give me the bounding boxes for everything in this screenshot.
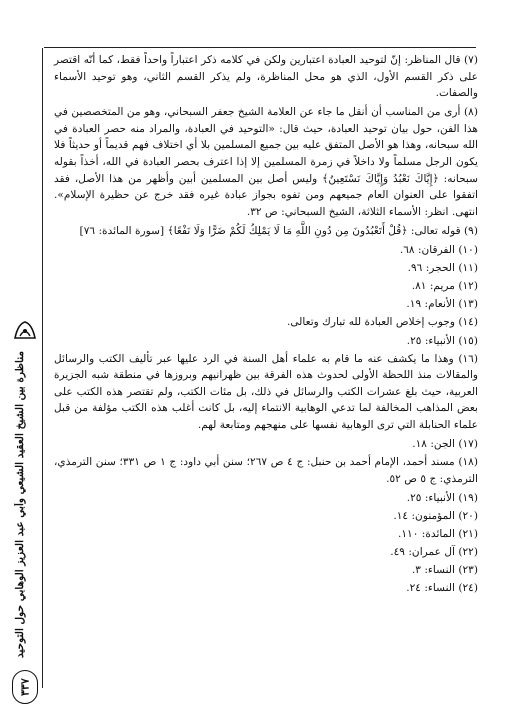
footnote-n20: (٢٠) المؤمنون: ١٤. — [393, 509, 478, 522]
footnote-n13: (١٣) الأنعام: ١٩. — [406, 298, 478, 311]
footnote-n21: (٢١) المائدة: ١١٠. — [397, 528, 478, 541]
footnote-n15: (١٥) الأنبياء: ٢٥. — [406, 334, 478, 347]
margin-rule — [42, 48, 43, 688]
footnote-n8: (٨) أرى من المناسب أن أنقل ما جاء عن العلامة الشيخ جعفر السبحاني، وهو من المتخصصين في هذا الفن، حول بيان توحيد العبادة، حيث قال: «التوحيد في العبادة، والمراد منه حصر العبادة في الله سبحانه، وهذا هو الأصل المتفق عليه بين جميع المسلمين بلا أي اختلاف فهم قديماً أو حديثاً فلا يكون الرجل مسلماً ولا داخلاً في زمرة المسلمين إلا إذا اعترف بحصر العبادة في الله، أخذاً بقوله سبحانه: ﴿إِيَّاكَ نَعْبُدُ وَإِيَّاكَ نَسْتَعِينُ﴾ وليس أصل بين المسلمين أبين وأظهر من هذا الأصل، فقد اتفقوا على العنوان العام جميعهم ومن تفوه بجواز عبادة غيره فقد خرج عن حظيرة الإسلام». انتهى. انظر: الأسماء الثلاثة، الشيخ السبحاني: ص ٣٢. — [54, 106, 478, 218]
footnote-n23: (٢٣) النساء: ٣. — [411, 564, 478, 577]
footnote-n19: (١٩) الأنبياء: ٢٥. — [406, 491, 478, 504]
footnote-n12: (١٢) مريم: ٨١. — [411, 280, 478, 293]
footnote-n17: (١٧) الجن: ١٨. — [412, 438, 478, 451]
footnote-n14: (١٤) وجوب إخلاص العبادة لله تبارك وتعالى. — [286, 316, 478, 329]
running-title: مناظرة بين الشيخ العقيد الشيعي وأبي عبد العزيز الوهابي حول التوحيد — [14, 350, 26, 658]
publisher-logo-icon — [12, 318, 38, 342]
footnote-n11: (١١) الحجر: ٩٦. — [407, 262, 478, 275]
footnotes-list — [54, 52, 478, 688]
footnote-n24: (٢٤) النساء: ٢٤. — [406, 582, 478, 595]
footnote-n18: (١٨) مسند أحمد، الإمام أحمد بن حنبل: ج ٤ ص ٢٦٧؛ سنن أبي داود: ج ١ ص ٣٣١؛ سنن الترمذي، الترمذي: ج ٥ ص ٥٢. — [54, 456, 479, 485]
footnote-n7: (٧) قال المناظر: إنّ لتوحيد العبادة اعتبارين ولكن في كلامه ذكر اعتباراً واحداً فقط، كما أنّه اقتصر على ذكر القسم الأول، الذي هو محل المناظرة، ولم يذكر القسم الثاني، وهو توحيد الأسماء والصفات. — [54, 54, 478, 100]
header-rule — [44, 47, 476, 48]
page-number: ٣٣٧ — [12, 670, 38, 704]
footnote-n10: (١٠) الفرقان: ٦٨. — [399, 244, 478, 257]
footnote-n9: (٩) قوله تعالى: ﴿قُلْ أَتَعْبُدُونَ مِن دُونِ اللَّهِ مَا لَا يَمْلِكُ لَكُمْ ضَرًّا وَلَا نَفْعًا﴾ [سورة المائدة: ٧٦] — [79, 224, 478, 237]
footnote-n16: (١٦) وهذا ما يكشف عنه ما قام به علماء أهل السنة في الرد عليها عبر تأليف الكتب والرسائل والمقالات منذ اللحظة الأولى لحدوث هذه الفرقة بين ظهرانيهم وبروزها في منطقة شبه الجزيرة العربية، حيث بلغ عشرات الكتب والرسائل في ذلك، بل مئات الكتب، ولم تقتصر هذه الكتب على بعض المذاهب المخالفة لما تدعي الوهابية الانتماء إليه، بل كانت أغلب هذه الكتب مؤلفة من قبل علماء الحنابلة التي ترى الوهابية نفسها على منهجهم ومتابعة لهم. — [54, 352, 478, 431]
footnote-n22: (٢٢) آل عمران: ٤٩. — [390, 546, 478, 559]
